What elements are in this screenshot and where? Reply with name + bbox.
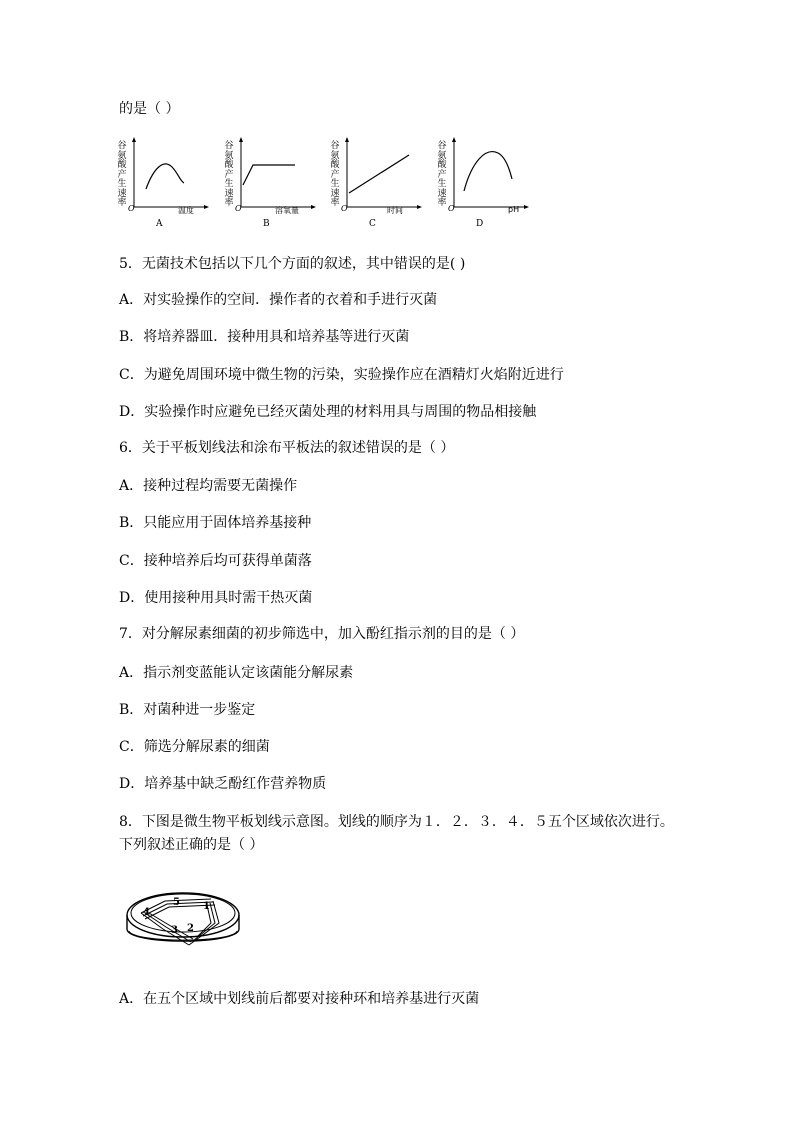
graph-b	[223, 137, 328, 235]
question-8-option-a: A．在五个区域中划线前后都要对接种环和培养基进行灭菌	[119, 991, 480, 1007]
graph-d	[436, 137, 541, 235]
dish-number-2: 2	[187, 923, 194, 934]
dish-number-1: 1	[203, 901, 210, 912]
question-5: 5．无菌技术包括以下几个方面的叙述，其中错误的是( )	[119, 256, 466, 272]
question-6-option-a: A．接种过程均需要无菌操作	[119, 478, 298, 494]
graph-b-xlabel: 溶氧量	[275, 206, 299, 215]
question-5-option-c: C．为避免周围环境中微生物的污染，实验操作应在酒精灯火焰附近进行	[119, 367, 564, 383]
graph-a-letter: A	[156, 219, 163, 229]
question-4-graphs	[116, 137, 536, 235]
question-7-option-c: C．筛选分解尿素的细菌	[119, 739, 270, 755]
question-7-option-a: A．指示剂变蓝能认定该菌能分解尿素	[119, 665, 354, 681]
graph-c-letter: C	[369, 219, 376, 229]
question-5-option-d: D．实验操作时应避免已经灭菌处理的材料用具与周围的物品相接触	[119, 404, 537, 420]
question-7: 7．对分解尿素细菌的初步筛选中，加入酚红指示剂的目的是（ ）	[119, 626, 525, 642]
question-5-option-b: B．将培养器皿．接种用具和培养基等进行灭菌	[119, 329, 410, 345]
graph-d-ylabel: 谷 氨 酸 产 生 速 率	[437, 141, 447, 208]
graph-b-letter: B	[263, 219, 270, 229]
question-8-line-1: 8．下图是微生物平板划线示意图。划线的顺序为１．２．３．４．５五个区域依次进行。	[119, 814, 674, 830]
question-7-option-d: D．培养基中缺乏酚红作营养物质	[119, 776, 327, 792]
graph-b-ylabel: 谷 氨 酸 产 生 速 率	[224, 141, 234, 208]
petri-dish-diagram	[123, 883, 243, 963]
graph-a-ylabel: 谷 氨 酸 产 生 速 率	[117, 141, 127, 208]
question-5-option-a: A．对实验操作的空间．操作者的衣着和手进行灭菌	[119, 292, 438, 308]
graph-a-origin: O	[128, 204, 135, 213]
question-4-tail: 的是（ ）	[119, 101, 180, 117]
graph-a	[116, 137, 221, 235]
petri-dish-drawing	[123, 883, 243, 963]
graph-c-origin: O	[341, 204, 348, 213]
question-6-option-d: D．使用接种用具时需干热灭菌	[119, 590, 313, 606]
question-7-option-b: B．对菌种进一步鉴定	[119, 702, 256, 718]
graph-d-letter: D	[476, 219, 484, 229]
graph-d-origin: O	[448, 204, 455, 213]
question-6-option-b: B．只能应用于固体培养基接种	[119, 515, 312, 531]
graph-c-xlabel: 时间	[387, 206, 403, 215]
graph-d-xlabel: pH	[508, 205, 520, 214]
graph-c	[329, 137, 434, 235]
dish-number-5: 5	[173, 897, 180, 908]
graph-c-ylabel: 谷 氨 酸 产 生 速 率	[330, 141, 340, 208]
question-8-line-2: 下列叙述正确的是（ ）	[119, 837, 264, 853]
question-6-option-c: C．接种培养后均可获得单菌落	[119, 553, 312, 569]
graph-b-origin: O	[235, 204, 242, 213]
question-6: 6．关于平板划线法和涂布平板法的叙述错误的是（ ）	[119, 440, 455, 456]
graph-a-xlabel: 温度	[178, 206, 194, 215]
dish-number-4: 4	[143, 907, 150, 918]
dish-number-3: 3	[171, 925, 178, 936]
